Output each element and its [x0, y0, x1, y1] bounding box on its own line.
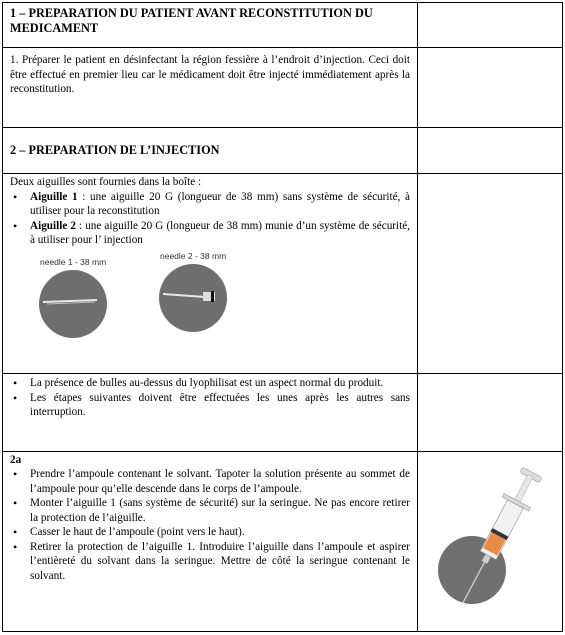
steps-list [10, 467, 410, 583]
note-item: • Les étapes suivantes doivent être effectuées les unes après les autres sans interruption. [30, 391, 410, 420]
section1-body-cell [3, 48, 418, 128]
section1-title-cell [3, 3, 418, 48]
step-item: • Prendre l’ampoule contenant le solvant. Tapoter la solution présente au sommet de l’ampoule pour qu’elle descende dans le corps de l’ampoule. [30, 467, 410, 496]
step-item: • Monter l’aiguille 1 (sans système de sécurité) sur la seringue. Ne pas encore retirer la protection de l’aiguille. [30, 496, 410, 525]
section1-title: 1 – PREPARATION DU PATIENT AVANT RECONSTITUTION DU MEDICAMENT [10, 6, 373, 35]
syringe-image [426, 460, 556, 625]
step-item: • Retirer la protection de l’aiguille 1. Introduire l’aiguille dans l’ampoule et aspirer l’entièreté du solvant dans la seringue. Mettre de côté la seringue contenant le solvant. [30, 540, 410, 584]
note-item: • La présence de bulles au-dessus du lyophilisat est un aspect normal du produit. [30, 376, 410, 391]
needles-figure [3, 248, 417, 363]
section1-text: 1. Préparer le patient en désinfectant la région fessière à l’endroit d’injection. Ceci doit être effectué en premier lieu car le médicament doit être injecté immédiatement après la reconstitution. [10, 54, 410, 95]
needles-list [10, 190, 410, 248]
needles-intro: Deux aiguilles sont fournies dans la boîte : [10, 176, 202, 188]
step2a-cell [3, 452, 418, 632]
syringe-cell [418, 452, 563, 632]
notes-cell [3, 374, 418, 452]
needle2-label: needle 2 - 38 mm [160, 250, 227, 261]
section2-title-side-cell [418, 128, 563, 174]
needle1-item [30, 190, 410, 219]
section1-title-side-cell [418, 3, 563, 48]
needles-cell [3, 174, 418, 374]
needle1-image [37, 268, 109, 340]
needle2-image [157, 262, 229, 334]
section2-title: 2 – PREPARATION DE L’INJECTION [10, 143, 220, 157]
notes-list [10, 376, 410, 420]
step-item: • Casser le haut de l’ampoule (point vers le haut). [30, 525, 410, 540]
section1-body-side-cell [418, 48, 563, 128]
needle1-desc: : une aiguille 20 G (longueur de 38 mm) sans système de sécurité, à utiliser pour la reconstitution [30, 190, 410, 217]
instructions-table [2, 2, 563, 632]
needle2-name: Aiguille 2 [30, 219, 76, 232]
needle1-label: needle 1 - 38 mm [40, 256, 107, 267]
needles-side-cell [418, 174, 563, 374]
needle2-desc: : une aiguille 20 G (longueur de 38 mm) munie d’un système de sécurité, à utiliser pour l’ injection [30, 219, 411, 246]
needle2-item [30, 219, 410, 248]
step-label: 2a [10, 454, 22, 466]
needle1-name: Aiguille 1 [30, 190, 78, 203]
section2-title-cell [3, 128, 418, 174]
notes-side-cell [418, 374, 563, 452]
